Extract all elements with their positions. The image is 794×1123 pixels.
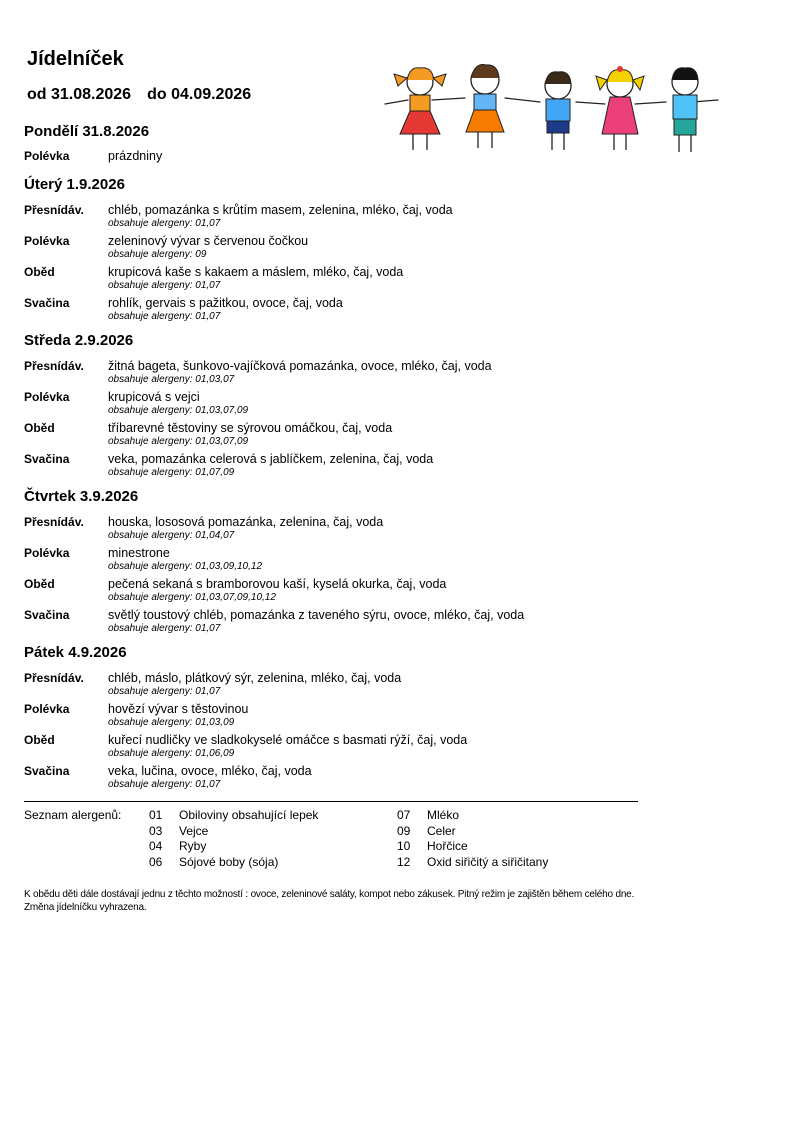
meal-allergens: obsahuje alergeny: 01,04,07 xyxy=(108,530,235,541)
meal-label: Polévka xyxy=(24,390,70,404)
meal-lunch xyxy=(24,733,644,764)
meal-lunch xyxy=(24,421,644,452)
meal-label: Polévka xyxy=(24,546,70,560)
meal-food: pečená sekaná s bramborovou kaší, kyselá okurka, čaj, voda xyxy=(108,577,447,591)
allergen-entry xyxy=(149,855,389,871)
meal-food: tříbarevné těstoviny se sýrovou omáčkou, čaj, voda xyxy=(108,421,393,435)
footer-note-line-1: K obědu děti dále dostávají jednu z těchto možností : ovoce, zeleninové saláty, kompot nebo zákusek. Pitný režim je zajištěn během celého dne. xyxy=(24,889,635,900)
day-title: Čtvrtek 3.9.2026 xyxy=(24,488,139,505)
allergen-name: Celer xyxy=(427,823,456,838)
meal-food: chléb, máslo, plátkový sýr, zelenina, mléko, čaj, voda xyxy=(108,671,402,685)
meal-label: Přesnídáv. xyxy=(24,203,84,217)
allergen-name: Obiloviny obsahující lepek xyxy=(179,808,319,822)
meal-food: chléb, pomazánka s krůtím masem, zelenina, mléko, čaj, voda xyxy=(108,203,453,217)
day-title: Pátek 4.9.2026 xyxy=(24,644,127,661)
allergen-name: Mléko xyxy=(427,808,460,822)
meal-allergens: obsahuje alergeny: 01,07 xyxy=(108,779,221,790)
meal-soup xyxy=(24,149,644,171)
meal-snack-morning xyxy=(24,671,644,702)
meal-label: Oběd xyxy=(24,265,55,279)
meal-label: Oběd xyxy=(24,577,55,591)
date-from: od 31.08.2026 xyxy=(27,86,132,103)
allergen-name: Ryby xyxy=(179,839,207,853)
page-title: Jídelníček xyxy=(27,48,124,70)
allergen-number: 04 xyxy=(149,839,163,853)
meal-food: prázdniny xyxy=(108,149,163,163)
allergen-column-right xyxy=(397,808,637,870)
meal-allergens: obsahuje alergeny: 09 xyxy=(108,249,207,260)
day-title: Úterý 1.9.2026 xyxy=(24,176,125,193)
meal-allergens: obsahuje alergeny: 01,07,09 xyxy=(108,467,235,478)
meal-snack-afternoon xyxy=(24,296,644,327)
allergen-number: 10 xyxy=(397,839,411,853)
day-title: Středa 2.9.2026 xyxy=(24,332,134,349)
meal-food: veka, lučina, ovoce, mléko, čaj, voda xyxy=(108,764,312,778)
meal-snack-afternoon xyxy=(24,452,644,483)
allergen-entry xyxy=(397,855,637,871)
meal-lunch xyxy=(24,265,644,296)
meal-food: houska, lososová pomazánka, zelenina, čaj, voda xyxy=(108,515,384,529)
meal-allergens: obsahuje alergeny: 01,03,09 xyxy=(108,717,235,728)
meal-food: rohlík, gervais s pažitkou, ovoce, čaj, voda xyxy=(108,296,343,310)
weekly-menu xyxy=(24,118,644,797)
meal-allergens: obsahuje alergeny: 01,07 xyxy=(108,311,221,322)
meal-soup xyxy=(24,702,644,733)
footer-note-line-2: Změna jídelníčku vyhrazena. xyxy=(24,901,147,913)
allergen-entry xyxy=(397,824,637,840)
allergen-number: 12 xyxy=(397,854,411,869)
boy-2-figure xyxy=(672,68,698,152)
day-title: Pondělí 31.8.2026 xyxy=(24,123,150,140)
meal-food: kuřecí nudličky ve sladkokyselé omáčce s basmati rýží, čaj, voda xyxy=(108,733,468,747)
allergen-name: Oxid siřičitý a siřičitany xyxy=(427,854,549,869)
allergen-entry xyxy=(149,824,389,840)
meal-allergens: obsahuje alergeny: 01,07 xyxy=(108,686,221,697)
meal-food: krupicová s vejci xyxy=(108,390,200,404)
allergen-number: 06 xyxy=(149,854,163,869)
meal-allergens: obsahuje alergeny: 01,03,07,09 xyxy=(108,436,249,447)
footer-note xyxy=(24,889,764,914)
meal-label: Oběd xyxy=(24,421,55,435)
meal-allergens: obsahuje alergeny: 01,06,09 xyxy=(108,748,235,759)
meal-label: Svačina xyxy=(24,764,70,778)
meal-allergens: obsahuje alergeny: 01,03,09,10,12 xyxy=(108,561,263,572)
meal-food: hovězí vývar s těstovinou xyxy=(108,702,249,716)
meal-snack-morning xyxy=(24,359,644,390)
meal-soup xyxy=(24,390,644,421)
allergen-number: 01 xyxy=(149,808,163,822)
meal-food: krupicová kaše s kakaem a máslem, mléko, čaj, voda xyxy=(108,265,404,279)
allergen-number: 03 xyxy=(149,823,163,838)
meal-allergens: obsahuje alergeny: 01,03,07,09,10,12 xyxy=(108,592,276,603)
day-friday xyxy=(24,641,644,795)
allergen-number: 07 xyxy=(397,808,411,822)
divider xyxy=(24,801,638,802)
date-range xyxy=(27,86,251,104)
allergen-number: 09 xyxy=(397,823,411,838)
allergen-entry xyxy=(149,839,389,855)
meal-label: Svačina xyxy=(24,452,70,466)
meal-soup xyxy=(24,234,644,265)
allergen-entry xyxy=(397,808,637,824)
meal-label: Svačina xyxy=(24,296,70,310)
day-wednesday xyxy=(24,329,644,483)
meal-allergens: obsahuje alergeny: 01,03,07,09 xyxy=(108,405,249,416)
meal-food: žitná bageta, šunkovo-vajíčková pomazánka, ovoce, mléko, čaj, voda xyxy=(108,359,492,373)
meal-label: Polévka xyxy=(24,149,70,163)
day-thursday xyxy=(24,485,644,639)
meal-snack-afternoon xyxy=(24,608,644,639)
meal-label: Polévka xyxy=(24,702,70,716)
meal-label: Přesnídáv. xyxy=(24,359,84,373)
meal-snack-afternoon xyxy=(24,764,644,795)
allergen-entry xyxy=(397,839,637,855)
meal-allergens: obsahuje alergeny: 01,07 xyxy=(108,623,221,634)
meal-food: minestrone xyxy=(108,546,170,560)
meal-label: Přesnídáv. xyxy=(24,671,84,685)
date-to: do 04.09.2026 xyxy=(147,86,252,103)
meal-label: Polévka xyxy=(24,234,70,248)
day-tuesday xyxy=(24,173,644,327)
meal-food: světlý toustový chléb, pomazánka z taveného sýru, ovoce, mléko, čaj, voda xyxy=(108,608,525,622)
day-monday xyxy=(24,120,644,171)
meal-lunch xyxy=(24,577,644,608)
meal-snack-morning xyxy=(24,515,644,546)
allergen-name: Sójové boby (sója) xyxy=(179,854,279,869)
allergen-column-left xyxy=(149,808,389,870)
meal-label: Přesnídáv. xyxy=(24,515,84,529)
allergen-name: Hořčice xyxy=(427,839,468,853)
allergen-entry xyxy=(149,808,389,824)
meal-food: veka, pomazánka celerová s jablíčkem, zelenina, čaj, voda xyxy=(108,452,434,466)
allergen-legend-heading: Seznam alergenů: xyxy=(24,808,122,822)
allergen-name: Vejce xyxy=(179,823,209,838)
meal-allergens: obsahuje alergeny: 01,03,07 xyxy=(108,374,235,385)
meal-label: Svačina xyxy=(24,608,70,622)
meal-snack-morning xyxy=(24,203,644,234)
meal-food: zeleninový vývar s červenou čočkou xyxy=(108,234,309,248)
meal-allergens: obsahuje alergeny: 01,07 xyxy=(108,218,221,229)
meal-allergens: obsahuje alergeny: 01,07 xyxy=(108,280,221,291)
meal-soup xyxy=(24,546,644,577)
meal-label: Oběd xyxy=(24,733,55,747)
